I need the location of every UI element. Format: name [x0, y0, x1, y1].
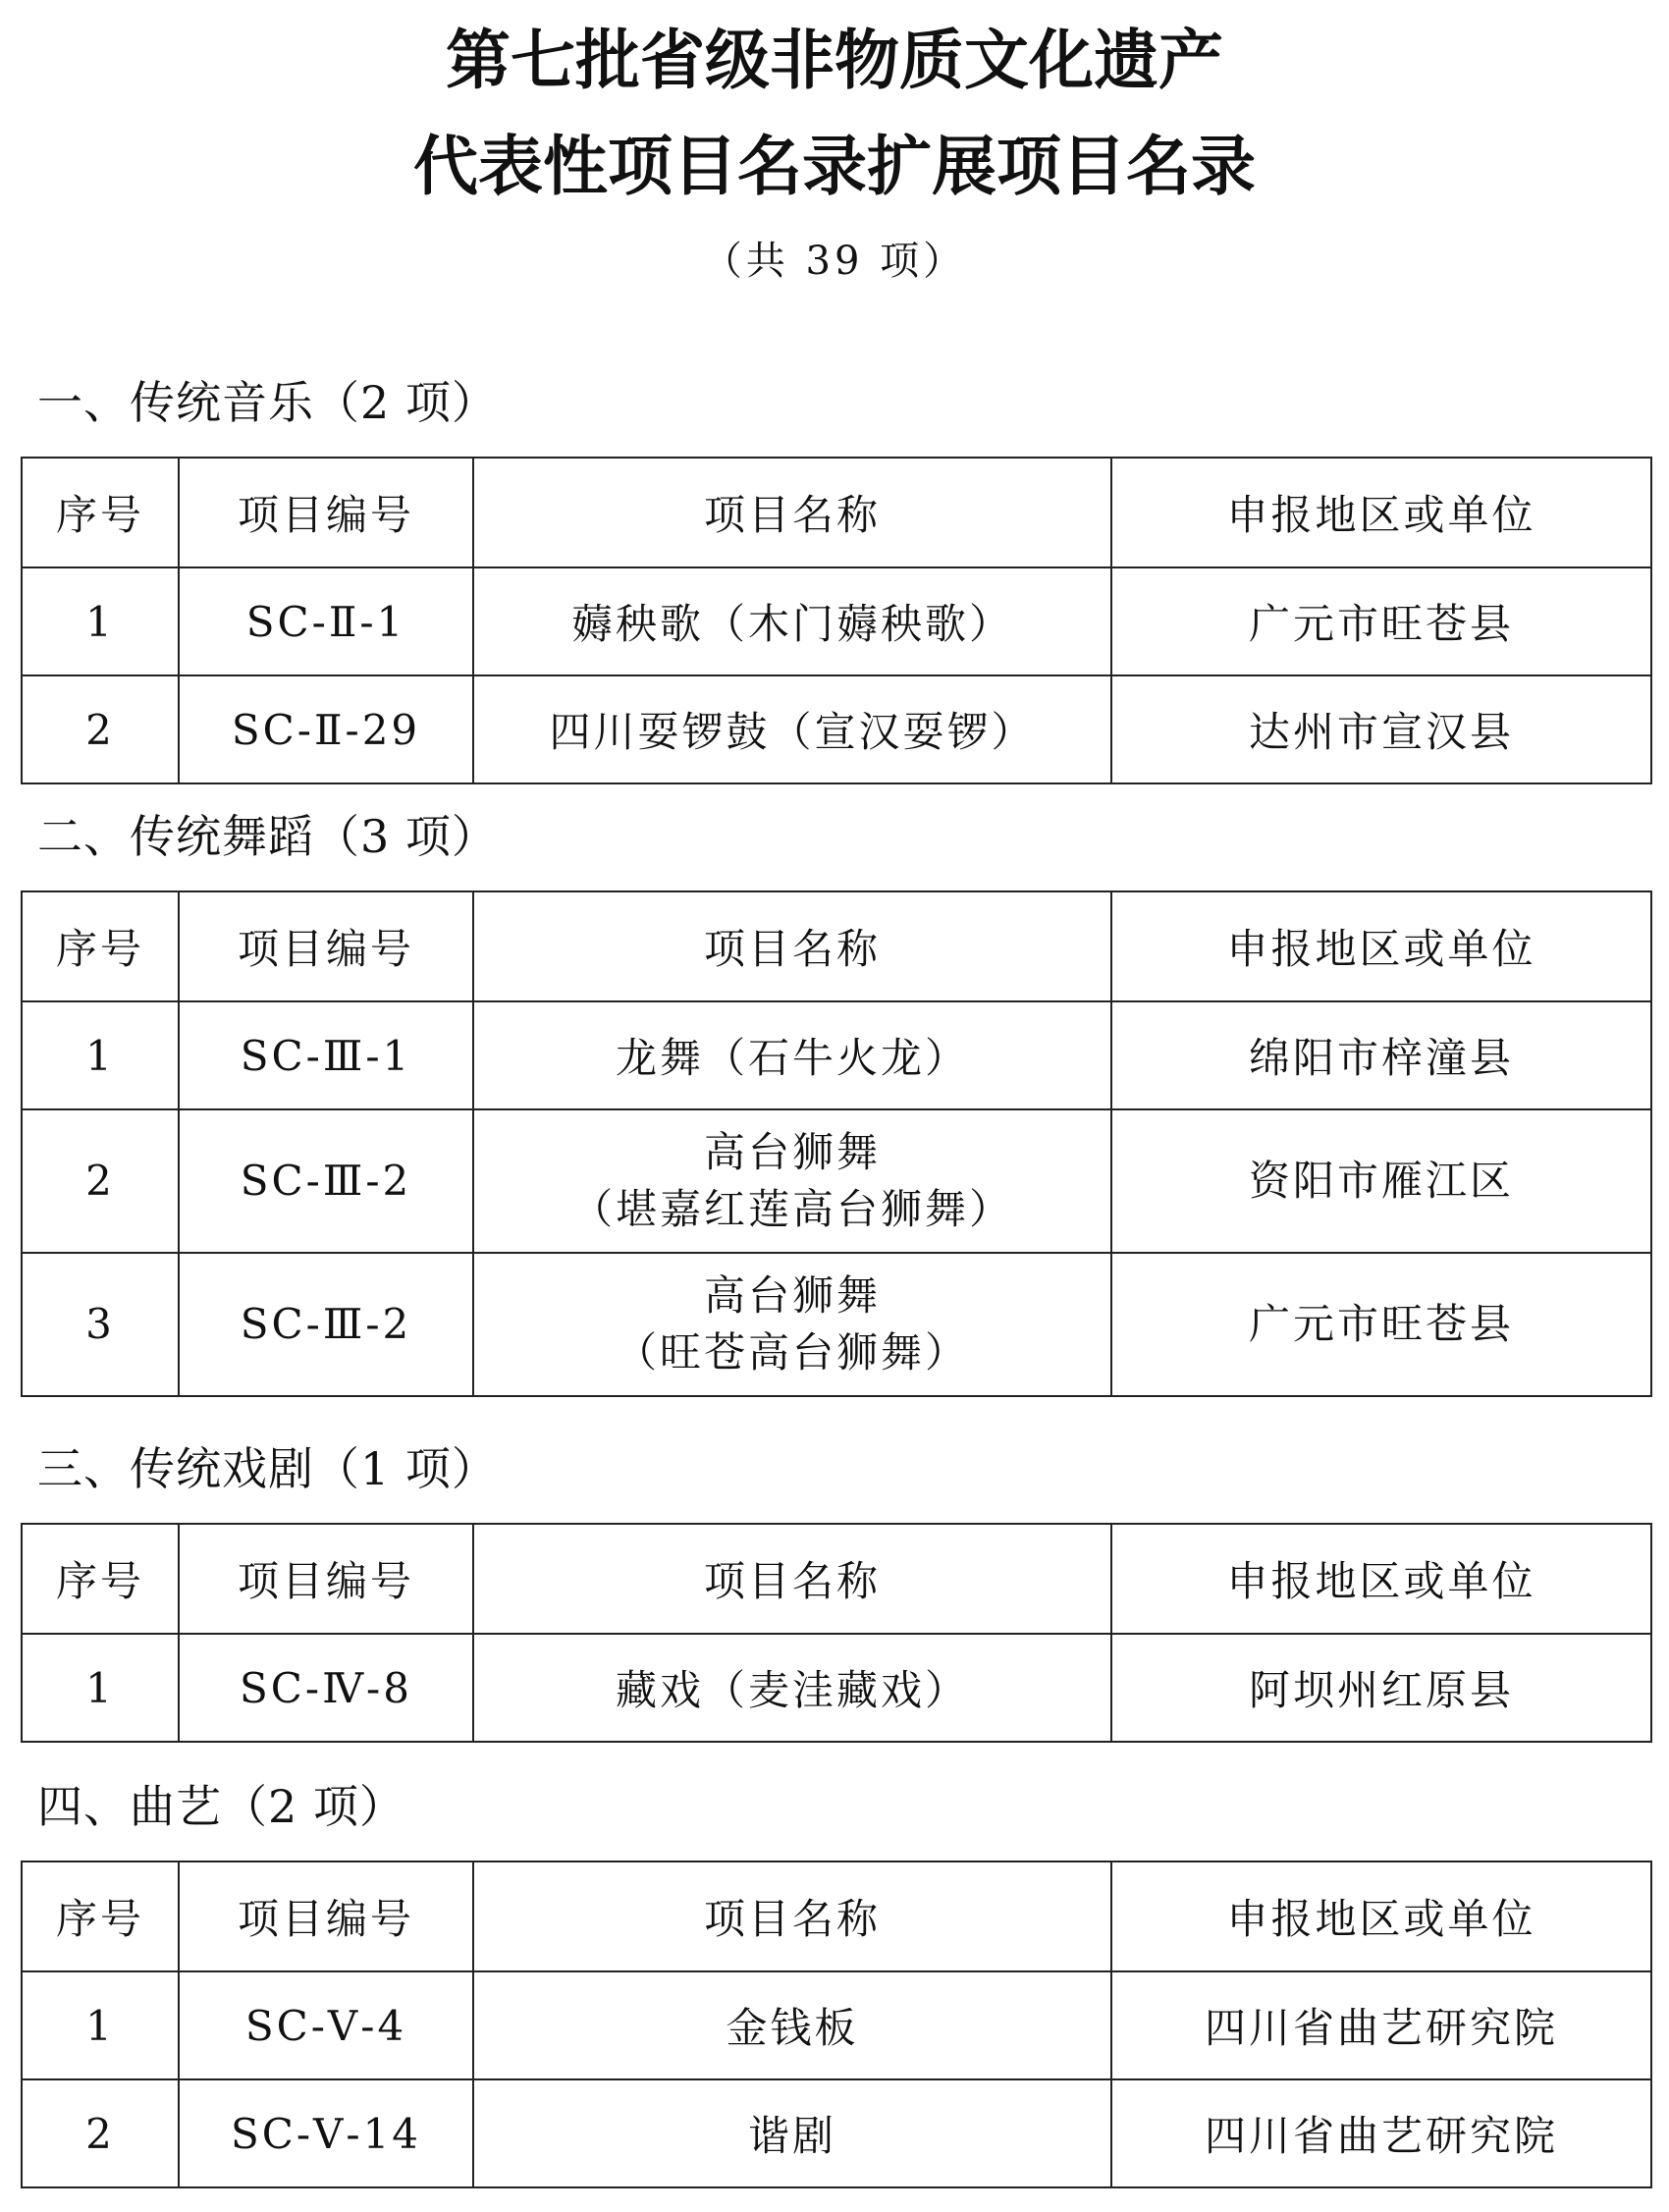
cell-name: 四川耍锣鼓（宣汉耍锣） [473, 675, 1111, 783]
project-table [21, 457, 1652, 784]
header-serial: 序号 [22, 458, 179, 567]
section-title: 三、传统戏剧（1 项） [37, 1442, 498, 1495]
cell-region: 资阳市雁江区 [1111, 1109, 1651, 1253]
cell-serial: 1 [22, 1634, 179, 1742]
cell-code: SC-Ⅱ-29 [179, 675, 473, 783]
cell-code: SC-Ⅲ-1 [179, 1001, 473, 1109]
section-quyi [37, 1777, 1628, 2188]
section-title: 四、曲艺（2 项） [37, 1780, 405, 1833]
cell-name: 龙舞（石牛火龙） [473, 1001, 1111, 1109]
table-header-row [22, 1524, 1651, 1634]
cell-code: SC-Ⅳ-8 [179, 1634, 473, 1742]
table-row [22, 1971, 1651, 2079]
cell-region: 绵阳市梓潼县 [1111, 1001, 1651, 1109]
cell-code: SC-Ⅲ-2 [179, 1253, 473, 1396]
table-row [22, 1109, 1651, 1253]
cell-serial: 2 [22, 2079, 179, 2187]
section-title: 一、传统音乐（2 项） [37, 376, 498, 429]
header-serial: 序号 [22, 1861, 179, 1971]
cell-name-line-1: 高台狮舞 [703, 1128, 881, 1176]
header-region: 申报地区或单位 [1111, 1524, 1651, 1634]
table-row [22, 567, 1651, 675]
header-project-code: 项目编号 [179, 1524, 473, 1634]
cell-name-line-1: 高台狮舞 [703, 1271, 881, 1320]
header-project-name: 项目名称 [473, 891, 1111, 1001]
cell-name: 金钱板 [473, 1971, 1111, 2079]
header-serial: 序号 [22, 891, 179, 1001]
section-traditional-dance [37, 807, 1628, 1397]
cell-region: 达州市宣汉县 [1111, 675, 1651, 783]
header-project-code: 项目编号 [179, 1861, 473, 1971]
item-count-subtitle: （共 39 项） [702, 239, 967, 284]
cell-code: SC-Ⅱ-1 [179, 567, 473, 675]
header-project-name: 项目名称 [473, 1861, 1111, 1971]
table-header-row [22, 1861, 1651, 1971]
cell-region: 四川省曲艺研究院 [1111, 2079, 1651, 2187]
section-traditional-drama [37, 1439, 1628, 1743]
project-table [21, 890, 1652, 1397]
header-serial: 序号 [22, 1524, 179, 1634]
header-region: 申报地区或单位 [1111, 891, 1651, 1001]
cell-serial: 2 [22, 675, 179, 783]
cell-name: 薅秧歌（木门薅秧歌） [473, 567, 1111, 675]
header-region: 申报地区或单位 [1111, 458, 1651, 567]
project-table [21, 1523, 1652, 1743]
cell-region: 阿坝州红原县 [1111, 1634, 1651, 1742]
document-title-line-2: 代表性项目名录扩展项目名录 [413, 129, 1256, 204]
header-project-code: 项目编号 [179, 891, 473, 1001]
cell-name-line-2: （旺苍高台狮舞） [615, 1328, 969, 1376]
cell-name: 藏戏（麦洼藏戏） [473, 1634, 1111, 1742]
cell-name [473, 1253, 1111, 1396]
cell-serial: 1 [22, 1971, 179, 2079]
table-row [22, 675, 1651, 783]
cell-serial: 2 [22, 1109, 179, 1253]
header-region: 申报地区或单位 [1111, 1861, 1651, 1971]
cell-code: SC-Ⅲ-2 [179, 1109, 473, 1253]
table-row [22, 2079, 1651, 2187]
cell-code: SC-Ⅴ-4 [179, 1971, 473, 2079]
cell-region: 广元市旺苍县 [1111, 1253, 1651, 1396]
table-header-row [22, 458, 1651, 567]
cell-serial: 3 [22, 1253, 179, 1396]
cell-name [473, 1109, 1111, 1253]
table-row [22, 1634, 1651, 1742]
cell-code: SC-Ⅴ-14 [179, 2079, 473, 2187]
cell-serial: 1 [22, 1001, 179, 1109]
project-table [21, 1861, 1652, 2188]
header-project-code: 项目编号 [179, 458, 473, 567]
table-header-row [22, 891, 1651, 1001]
cell-serial: 1 [22, 567, 179, 675]
section-title: 二、传统舞蹈（3 项） [37, 810, 498, 863]
section-traditional-music [37, 373, 1628, 784]
header-project-name: 项目名称 [473, 1524, 1111, 1634]
table-row [22, 1001, 1651, 1109]
cell-name: 谐剧 [473, 2079, 1111, 2187]
document-title-line-1: 第七批省级非物质文化遗产 [446, 23, 1223, 98]
header-project-name: 项目名称 [473, 458, 1111, 567]
cell-region: 广元市旺苍县 [1111, 567, 1651, 675]
table-row [22, 1253, 1651, 1396]
cell-name-line-2: （堪嘉红莲高台狮舞） [570, 1185, 1013, 1233]
cell-region: 四川省曲艺研究院 [1111, 1971, 1651, 2079]
